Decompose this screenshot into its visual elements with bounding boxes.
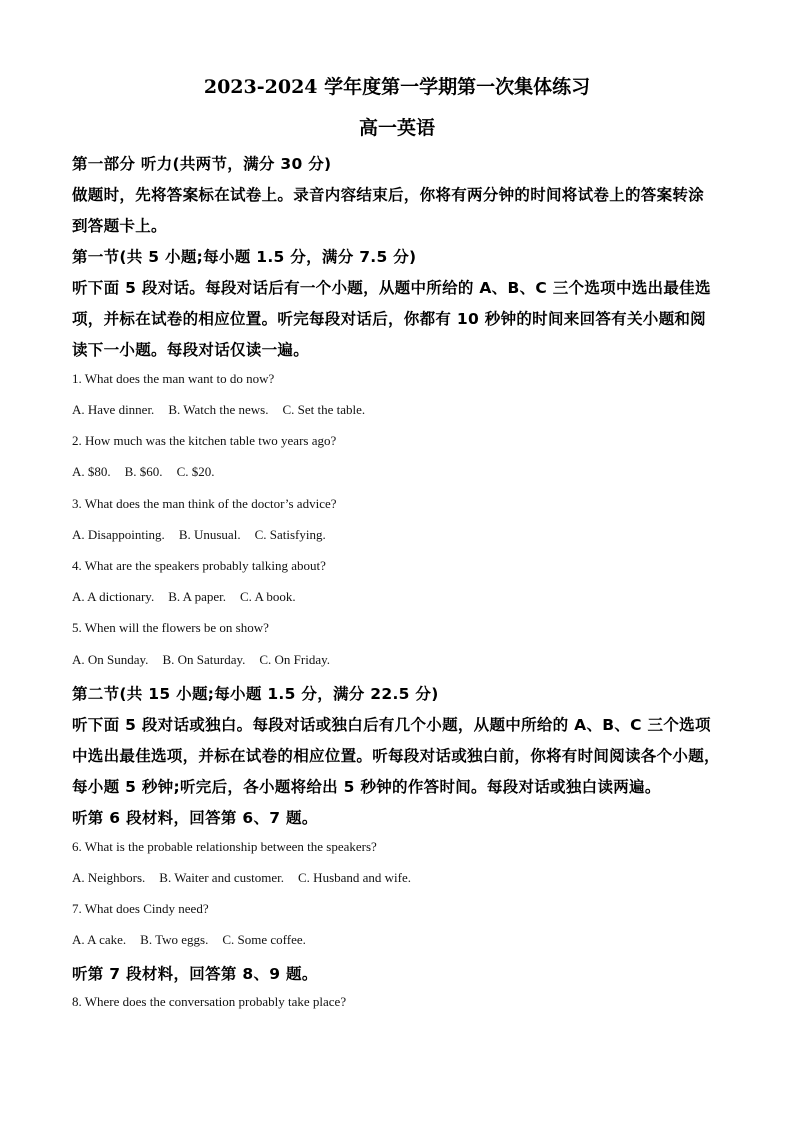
option-a: A. A cake.: [72, 932, 127, 947]
section1-line-2: 项，并标在试卷的相应位置。听完每段对话后，你都有 10 秒钟的时间来回答有关小题和阅: [72, 310, 706, 328]
question-8: 8. Where does the conversation probably take place?: [72, 994, 347, 1009]
option-b: B. Waiter and customer.: [159, 870, 285, 885]
page-title: 2023-2024 学年度第一学期第一次集体练习: [203, 76, 591, 98]
option-c: C. $20.: [176, 464, 215, 479]
section2-line-1: 听下面 5 段对话或独白。每段对话或独白后有几个小题，从题中所给的 A、B、C 三个选项: [72, 716, 711, 734]
section1-heading: 第一节(共 5 小题;每小题 1.5 分，满分 7.5 分): [72, 248, 417, 266]
section1-line-3: 读下一小题。每段对话仅读一遍。: [72, 341, 310, 359]
question-4-options: [72, 589, 310, 605]
part1-heading: 第一部分 听力(共两节，满分 30 分): [72, 155, 332, 173]
option-a: A. $80.: [72, 464, 111, 479]
option-a: A. Neighbors.: [72, 870, 146, 885]
option-c: C. A book.: [239, 589, 296, 604]
option-c: C. Some coffee.: [222, 932, 306, 947]
option-b: B. Unusual.: [178, 527, 241, 542]
question-2: 2. How much was the kitchen table two years ago?: [72, 433, 337, 448]
question-1: 1. What does the man want to do now?: [72, 371, 275, 386]
question-4: 4. What are the speakers probably talking about?: [72, 558, 326, 573]
section2-line-3: 每小题 5 秒钟;听完后，各小题将给出 5 秒钟的作答时间。每段对话或独白读两遍。: [72, 778, 661, 796]
question-3-options: [72, 527, 340, 543]
option-b: B. On Saturday.: [162, 652, 246, 667]
instructions-line-1: 做题时，先将答案标在试卷上。录音内容结束后，你将有两分钟的时间将试卷上的答案转涂: [72, 186, 705, 204]
question-6-options: [72, 870, 425, 886]
option-b: B. Two eggs.: [140, 932, 209, 947]
section2-line-2: 中选出最佳选项，并标在试卷的相应位置。听每段对话或独白前，你将有时间阅读各个小题，: [72, 747, 720, 765]
option-a: A. Disappointing.: [72, 527, 165, 542]
option-a: A. Have dinner.: [72, 402, 155, 417]
option-b: B. Watch the news.: [168, 402, 269, 417]
question-2-options: [72, 464, 228, 480]
material-7-heading: 听第 7 段材料，回答第 8、9 题。: [72, 965, 318, 983]
question-6: 6. What is the probable relationship between the speakers?: [72, 839, 377, 854]
question-5-options: [72, 652, 344, 668]
question-5: 5. When will the flowers be on show?: [72, 620, 269, 635]
question-7: 7. What does Cindy need?: [72, 901, 209, 916]
option-b: B. A paper.: [168, 589, 226, 604]
page-subtitle: 高一英语: [358, 117, 435, 139]
option-a: A. On Sunday.: [72, 652, 149, 667]
option-c: C. Husband and wife.: [298, 870, 412, 885]
section1-line-1: 听下面 5 段对话。每段对话后有一个小题，从题中所给的 A、B、C 三个选项中选出最佳选: [72, 279, 711, 297]
option-c: C. Satisfying.: [254, 527, 326, 542]
question-3: 3. What does the man think of the doctor’s advice?: [72, 496, 337, 511]
material-6-heading: 听第 6 段材料，回答第 6、7 题。: [72, 809, 318, 827]
option-c: C. On Friday.: [259, 652, 331, 667]
option-a: A. A dictionary.: [72, 589, 155, 604]
question-1-options: [72, 402, 379, 418]
question-7-options: [72, 932, 320, 948]
instructions-line-2: 到答题卡上。: [72, 217, 167, 235]
option-c: C. Set the table.: [282, 402, 366, 417]
option-b: B. $60.: [124, 464, 163, 479]
section2-heading: 第二节(共 15 小题;每小题 1.5 分，满分 22.5 分): [72, 685, 439, 703]
